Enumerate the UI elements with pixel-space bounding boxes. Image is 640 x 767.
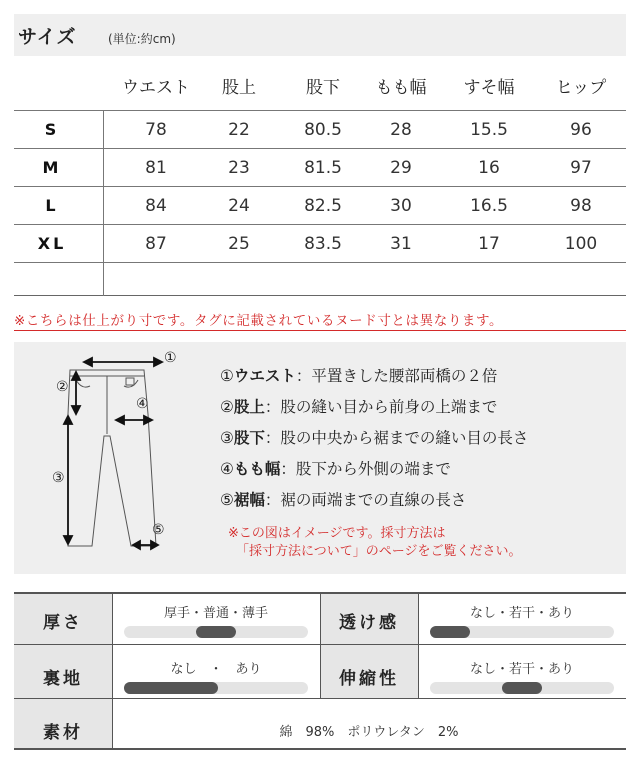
transparency-options: なし・若干・あり bbox=[469, 606, 574, 621]
table-cell: 30 bbox=[390, 196, 412, 216]
diagram-note-line1: ※この図はイメージです。採寸方法は bbox=[228, 526, 446, 541]
table-cell: 87 bbox=[145, 234, 167, 254]
table-vertical-divider bbox=[418, 592, 419, 698]
label-thickness: 厚さ bbox=[43, 613, 83, 633]
table-cell: 25 bbox=[228, 234, 250, 254]
finished-size-notice: ※こちらは仕上がり寸です。タグに記載されているヌード寸とは異なります。 bbox=[14, 313, 504, 329]
desc-thigh bbox=[220, 457, 451, 479]
table-cell: 81 bbox=[145, 158, 167, 178]
marker-thigh: ④ bbox=[136, 396, 149, 412]
table-cell: 16.5 bbox=[470, 196, 508, 216]
fabric-info-table bbox=[14, 592, 626, 750]
thickness-indicator bbox=[196, 626, 236, 638]
desc-term: 股下 bbox=[233, 429, 265, 447]
desc-rise bbox=[220, 395, 497, 417]
label-transparency: 透け感 bbox=[339, 613, 399, 633]
size-header-bar bbox=[14, 14, 626, 56]
material-value: 綿 98% ポリウレタン 2% bbox=[279, 725, 459, 740]
transparency-indicator bbox=[430, 626, 470, 638]
table-cell: 23 bbox=[228, 158, 250, 178]
lining-indicator bbox=[124, 682, 218, 694]
desc-num: ② bbox=[220, 398, 234, 416]
table-divider bbox=[14, 698, 626, 699]
stretch-indicator bbox=[502, 682, 542, 694]
table-cell: 84 bbox=[145, 196, 167, 216]
marker-rise: ② bbox=[56, 379, 69, 395]
table-row-s bbox=[14, 111, 626, 149]
table-row-m bbox=[14, 149, 626, 187]
size-label: L bbox=[45, 196, 59, 215]
table-row-l bbox=[14, 187, 626, 225]
col-header-inseam: 股下 bbox=[306, 78, 340, 98]
size-label: M bbox=[42, 158, 62, 177]
table-cell: 17 bbox=[478, 234, 500, 254]
desc-text: ：裾の両端までの直線の長さ bbox=[264, 491, 467, 509]
desc-num: ① bbox=[220, 367, 234, 385]
desc-waist bbox=[220, 364, 497, 386]
desc-hem bbox=[220, 488, 466, 510]
desc-num: ④ bbox=[220, 460, 234, 478]
desc-num: ③ bbox=[220, 429, 234, 447]
table-cell: 16 bbox=[478, 158, 500, 178]
stretch-options: なし・若干・あり bbox=[469, 662, 574, 677]
col-header-rise: 股上 bbox=[222, 78, 256, 98]
col-header-hip: ヒップ bbox=[555, 78, 607, 98]
desc-text: ：股の中央から裾までの縫い目の長さ bbox=[264, 429, 529, 447]
desc-term: ウエスト bbox=[233, 367, 296, 385]
unit-label: (単位:約cm) bbox=[108, 32, 176, 46]
table-cell: 96 bbox=[570, 120, 592, 140]
col-header-hem: すそ幅 bbox=[463, 78, 515, 98]
marker-inseam: ③ bbox=[52, 470, 65, 486]
table-vertical-divider bbox=[103, 110, 104, 296]
col-header-waist: ウエスト bbox=[122, 78, 190, 98]
desc-inseam bbox=[220, 426, 528, 448]
table-cell: 24 bbox=[228, 196, 250, 216]
marker-hem: ⑤ bbox=[152, 522, 165, 538]
table-cell: 15.5 bbox=[470, 120, 508, 140]
table-cell: 28 bbox=[390, 120, 412, 140]
table-cell: 29 bbox=[390, 158, 412, 178]
desc-term: もも幅 bbox=[233, 460, 281, 478]
table-bottom-border bbox=[14, 748, 626, 750]
table-vertical-divider bbox=[112, 592, 113, 750]
table-bottom-border bbox=[14, 295, 626, 296]
table-row-xl bbox=[14, 225, 626, 263]
desc-num: ⑤ bbox=[220, 491, 234, 509]
table-cell: 98 bbox=[570, 196, 592, 216]
marker-waist: ① bbox=[164, 350, 177, 366]
table-cell: 100 bbox=[564, 234, 598, 254]
col-header-thigh: もも幅 bbox=[375, 78, 427, 98]
desc-text: ：平置きした腰部両橋の２倍 bbox=[295, 367, 498, 385]
table-cell: 83.5 bbox=[304, 234, 342, 254]
desc-term: 裾幅 bbox=[233, 491, 265, 509]
desc-text: ：股下から外側の端まで bbox=[280, 460, 451, 478]
diagram-note-line2: 「採寸方法について」のページをご覧ください。 bbox=[236, 544, 522, 559]
label-material: 素材 bbox=[43, 723, 83, 743]
desc-term: 股上 bbox=[233, 398, 265, 416]
label-lining: 裏地 bbox=[43, 669, 83, 689]
size-label: XL bbox=[37, 234, 67, 253]
table-vertical-divider bbox=[320, 592, 321, 698]
table-cell: 22 bbox=[228, 120, 250, 140]
table-cell: 97 bbox=[570, 158, 592, 178]
table-divider bbox=[14, 262, 626, 263]
thickness-options: 厚手・普通・薄手 bbox=[163, 606, 268, 621]
table-cell: 81.5 bbox=[304, 158, 342, 178]
lining-options: なし ・ あり bbox=[170, 662, 262, 677]
table-cell: 78 bbox=[145, 120, 167, 140]
size-label: S bbox=[44, 120, 60, 139]
table-cell: 80.5 bbox=[304, 120, 342, 140]
table-cell: 31 bbox=[390, 234, 412, 254]
desc-text: ：股の縫い目から前身の上端まで bbox=[264, 398, 498, 416]
notice-underline bbox=[14, 330, 626, 331]
table-cell: 82.5 bbox=[304, 196, 342, 216]
page-title: サイズ bbox=[18, 26, 77, 48]
label-stretch: 伸縮性 bbox=[339, 669, 399, 689]
